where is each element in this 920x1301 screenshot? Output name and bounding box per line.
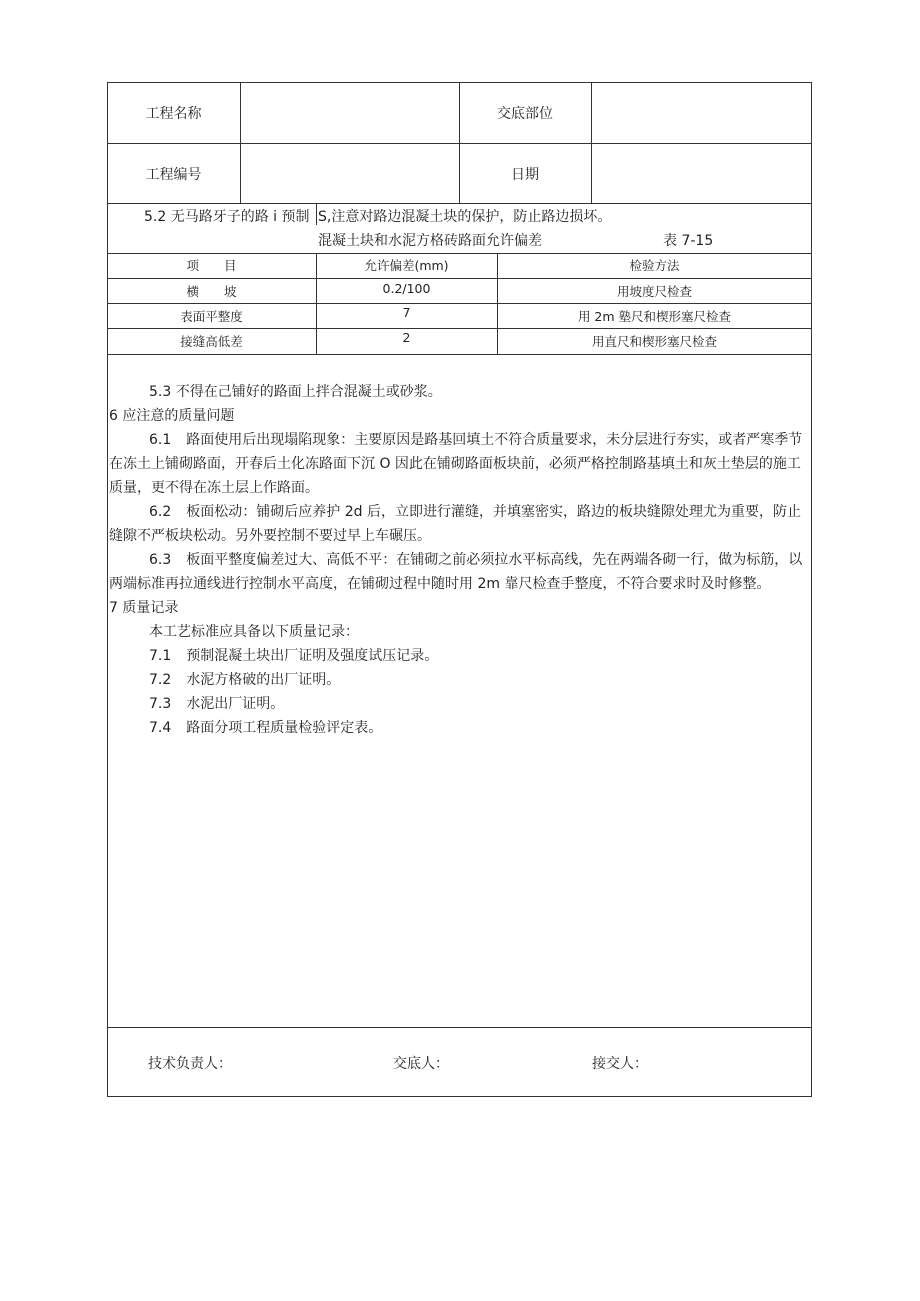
- project-name-field[interactable]: [248, 103, 453, 123]
- handover-part-field[interactable]: [598, 103, 803, 123]
- item-number: 7.1: [149, 648, 172, 664]
- paragraph-6-3: [109, 548, 811, 596]
- heading-6: 6 应注意的质量问题: [109, 408, 235, 424]
- paragraph-text: 板面松动：铺砌后应养护 2d 后，立即进行灌缝，并填塞密实，路边的板块缝隙处理尤为重要，防止缝隙不严板块松动。另外要控制不要过早上车碾压。: [109, 504, 801, 544]
- table-cell: 接缝高低差: [180, 334, 243, 349]
- divider: [240, 82, 241, 203]
- paragraph-6-1: [109, 428, 811, 500]
- item-number: 7.4: [149, 720, 172, 736]
- date-field[interactable]: [598, 164, 803, 184]
- divider: [459, 82, 460, 203]
- item-number: 6.2: [149, 504, 172, 520]
- item-number: 7.3: [149, 696, 172, 712]
- record-text: 水泥方格破的出厂证明。: [186, 672, 341, 688]
- item-number: 7.2: [149, 672, 172, 688]
- table-number: 表 7-15: [663, 233, 714, 249]
- table-cell: 用 2m 塾尺和楔形塞尺检查: [577, 309, 732, 324]
- record-item: [109, 644, 811, 668]
- table-border: [107, 253, 812, 254]
- date-label: 日期: [511, 167, 539, 183]
- project-name-label: 工程名称: [145, 106, 202, 122]
- record-text: 水泥出厂证明。: [186, 696, 285, 712]
- record-item: [109, 716, 811, 740]
- record-text: 路面分项工程质量检验评定表。: [186, 720, 383, 736]
- divider: [316, 203, 317, 225]
- handover-by-signature-label: 交底人：: [393, 1056, 449, 1072]
- record-item: [109, 692, 811, 716]
- table-cell: 0.2/100: [382, 281, 431, 296]
- table-cell: 2: [402, 330, 411, 345]
- table-cell: 表面平整度: [180, 309, 243, 324]
- table-header-item: 项 目: [186, 258, 237, 273]
- paragraph-text: 路面使用后出现塌陷现象：主要原因是路基回填土不符合质量要求，未分层进行夯实，或者严寒季节在冻土上铺砌路面，开春后土化冻路面下沉 O 因此在铺砌路面板块前，必须严格控制路基填土和灰土垫层的施工质量，更不得在冻土层上作路面。: [109, 432, 803, 496]
- divider: [591, 82, 592, 203]
- divider: [107, 1027, 812, 1028]
- item-number: 6.1: [149, 432, 172, 448]
- tech-lead-signature-label: 技术负责人：: [148, 1056, 232, 1072]
- table-caption: 混凝土块和水泥方格砖路面允许偏差: [318, 233, 542, 249]
- section-5-2-right: S,注意对路边混凝土块的保护，防止路边损坏。: [318, 209, 612, 225]
- project-no-field[interactable]: [248, 164, 453, 184]
- divider: [107, 203, 812, 204]
- table-header-tolerance: 允许偏差(mm): [364, 258, 449, 273]
- project-no-label: 工程编号: [145, 167, 202, 183]
- table-cell: 用坡度尺检查: [616, 284, 692, 299]
- heading-7: 7 质量记录: [109, 600, 179, 616]
- table-header-method: 检验方法: [629, 258, 680, 273]
- section-5-2-left: 5.2 无马路牙子的路 i 预制: [144, 209, 310, 225]
- handover-part-label: 交底部位: [497, 106, 553, 122]
- table-border: [107, 354, 812, 355]
- table-cell: 用直尺和楔形塞尺检查: [591, 334, 717, 349]
- table-cell: 7: [402, 305, 411, 320]
- table-border: [107, 328, 812, 329]
- paragraph-text: 板面平整度偏差过大、高低不平：在铺砌之前必须拉水平标高线，先在两端各砌一行，做为标筋，以两端标准再拉通线进行控制水平高度，在铺砌过程中随时用 2m 靠尺检查手整度，不符合要求时及时修整。: [109, 552, 803, 592]
- receiver-signature-label: 接交人：: [592, 1056, 648, 1072]
- paragraph-6-2: [109, 500, 811, 548]
- item-number: 6.3: [149, 552, 172, 568]
- table-border: [107, 303, 812, 304]
- table-cell: 横 坡: [186, 284, 237, 299]
- record-item: [109, 668, 811, 692]
- paragraph-5-3: 5.3 不得在己铺好的路面上拌合混凝土或砂浆。: [149, 384, 442, 400]
- record-text: 预制混凝土块出厂证明及强度试压记录。: [186, 648, 439, 664]
- table-border: [107, 278, 812, 279]
- paragraph-7-intro: 本工艺标准应具备以下质量记录：: [149, 624, 359, 640]
- body-text: [109, 380, 811, 740]
